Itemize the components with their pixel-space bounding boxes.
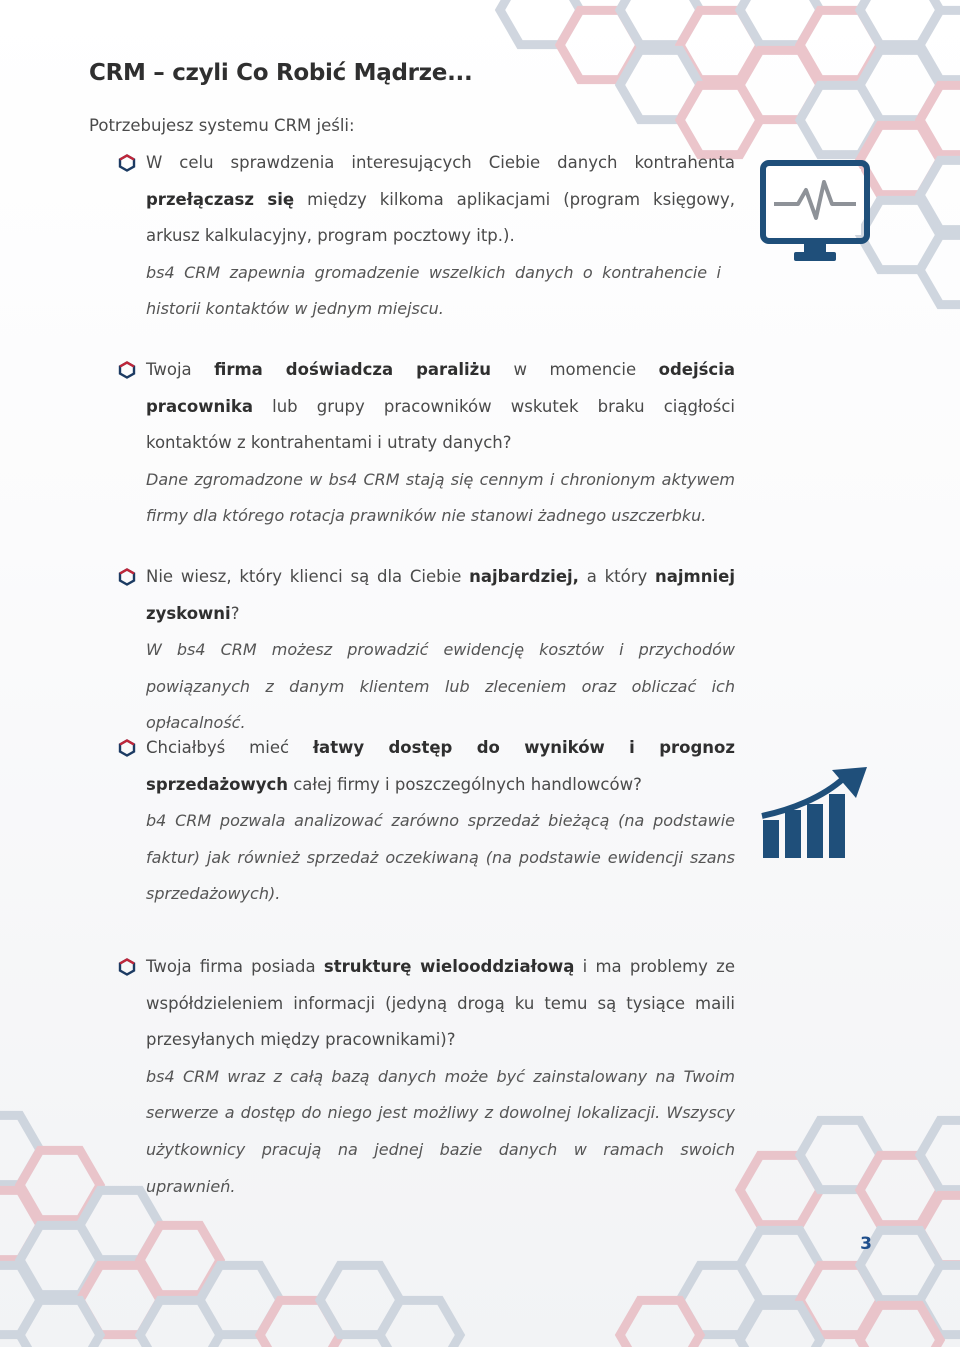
page-title: CRM – czyli Co Robić Mądrze... bbox=[89, 60, 473, 86]
answer-text: b4 CRM pozwala analizować zarówno sprzedaż bieżącą (na podstawie faktur) jak również sprzedaż oczekiwaną (na podstawie ewidencji szans sprzedażowych). bbox=[146, 811, 735, 904]
answer-text: bs4 CRM wraz z całą bazą danych może być zainstalowany na Twoim serwerze a dostęp do niego jest możliwy z dowolnej lokalizacji. Wszyscy użytkownicy pracują na jednej bazie danych w ramach swoich uprawnień. bbox=[146, 1066, 735, 1196]
monitor-pulse-icon bbox=[760, 160, 870, 264]
answer-text: W bs4 CRM możesz prowadzić ewidencję kosztów i przychodów powiązanych z danym klientem lub zleceniem oraz obliczać ich opłacalność. bbox=[146, 640, 735, 733]
list-item bbox=[118, 559, 735, 742]
hexagon-bullet-icon bbox=[118, 739, 136, 757]
question-text: Twoja firma posiada strukturę wielooddziałową i ma problemy ze współdzieleniem informacji (jedyną drogą ku temu są tysiące maili przesyłanych między pracownikami)? bbox=[146, 957, 735, 1050]
answer-text: bs4 CRM zapewnia gromadzenie wszelkich danych o kontrahencie i historii kontaktów w jednym miejscu. bbox=[146, 262, 721, 319]
question-text: Nie wiesz, który klienci są dla Ciebie najbardziej, a który najmniej zyskowni? bbox=[146, 567, 735, 623]
list-item bbox=[118, 352, 735, 535]
intro-text: Potrzebujesz systemu CRM jeśli: bbox=[89, 116, 355, 135]
page-number: 3 bbox=[860, 1234, 872, 1254]
question-text: Chciałbyś mieć łatwy dostęp do wyników i prognoz sprzedażowych całej firmy i poszczególnych handlowców? bbox=[146, 738, 735, 794]
hexagon-bullet-icon bbox=[118, 568, 136, 586]
list-item bbox=[118, 145, 735, 328]
growth-chart-icon bbox=[760, 764, 870, 860]
question-text: W celu sprawdzenia interesujących Ciebie danych kontrahenta przełączasz się między kilkoma aplikacjami (program księgowy, arkusz kalkulacyjny, program pocztowy itp.). bbox=[146, 153, 735, 246]
hexagon-bullet-icon bbox=[118, 958, 136, 976]
list-item bbox=[118, 730, 735, 913]
answer-text: Dane zgromadzone w bs4 CRM stają się cennym i chronionym aktywem firmy dla którego rotacja prawników nie stanowi żadnego uszczerbku. bbox=[146, 469, 735, 526]
question-text: Twoja firma doświadcza paraliżu w momencie odejścia pracownika lub grupy pracowników wskutek braku ciągłości kontaktów z kontrahentami i utraty danych? bbox=[146, 360, 735, 453]
hexagon-bullet-icon bbox=[118, 154, 136, 172]
hexagon-bullet-icon bbox=[118, 361, 136, 379]
list-item bbox=[118, 949, 735, 1205]
